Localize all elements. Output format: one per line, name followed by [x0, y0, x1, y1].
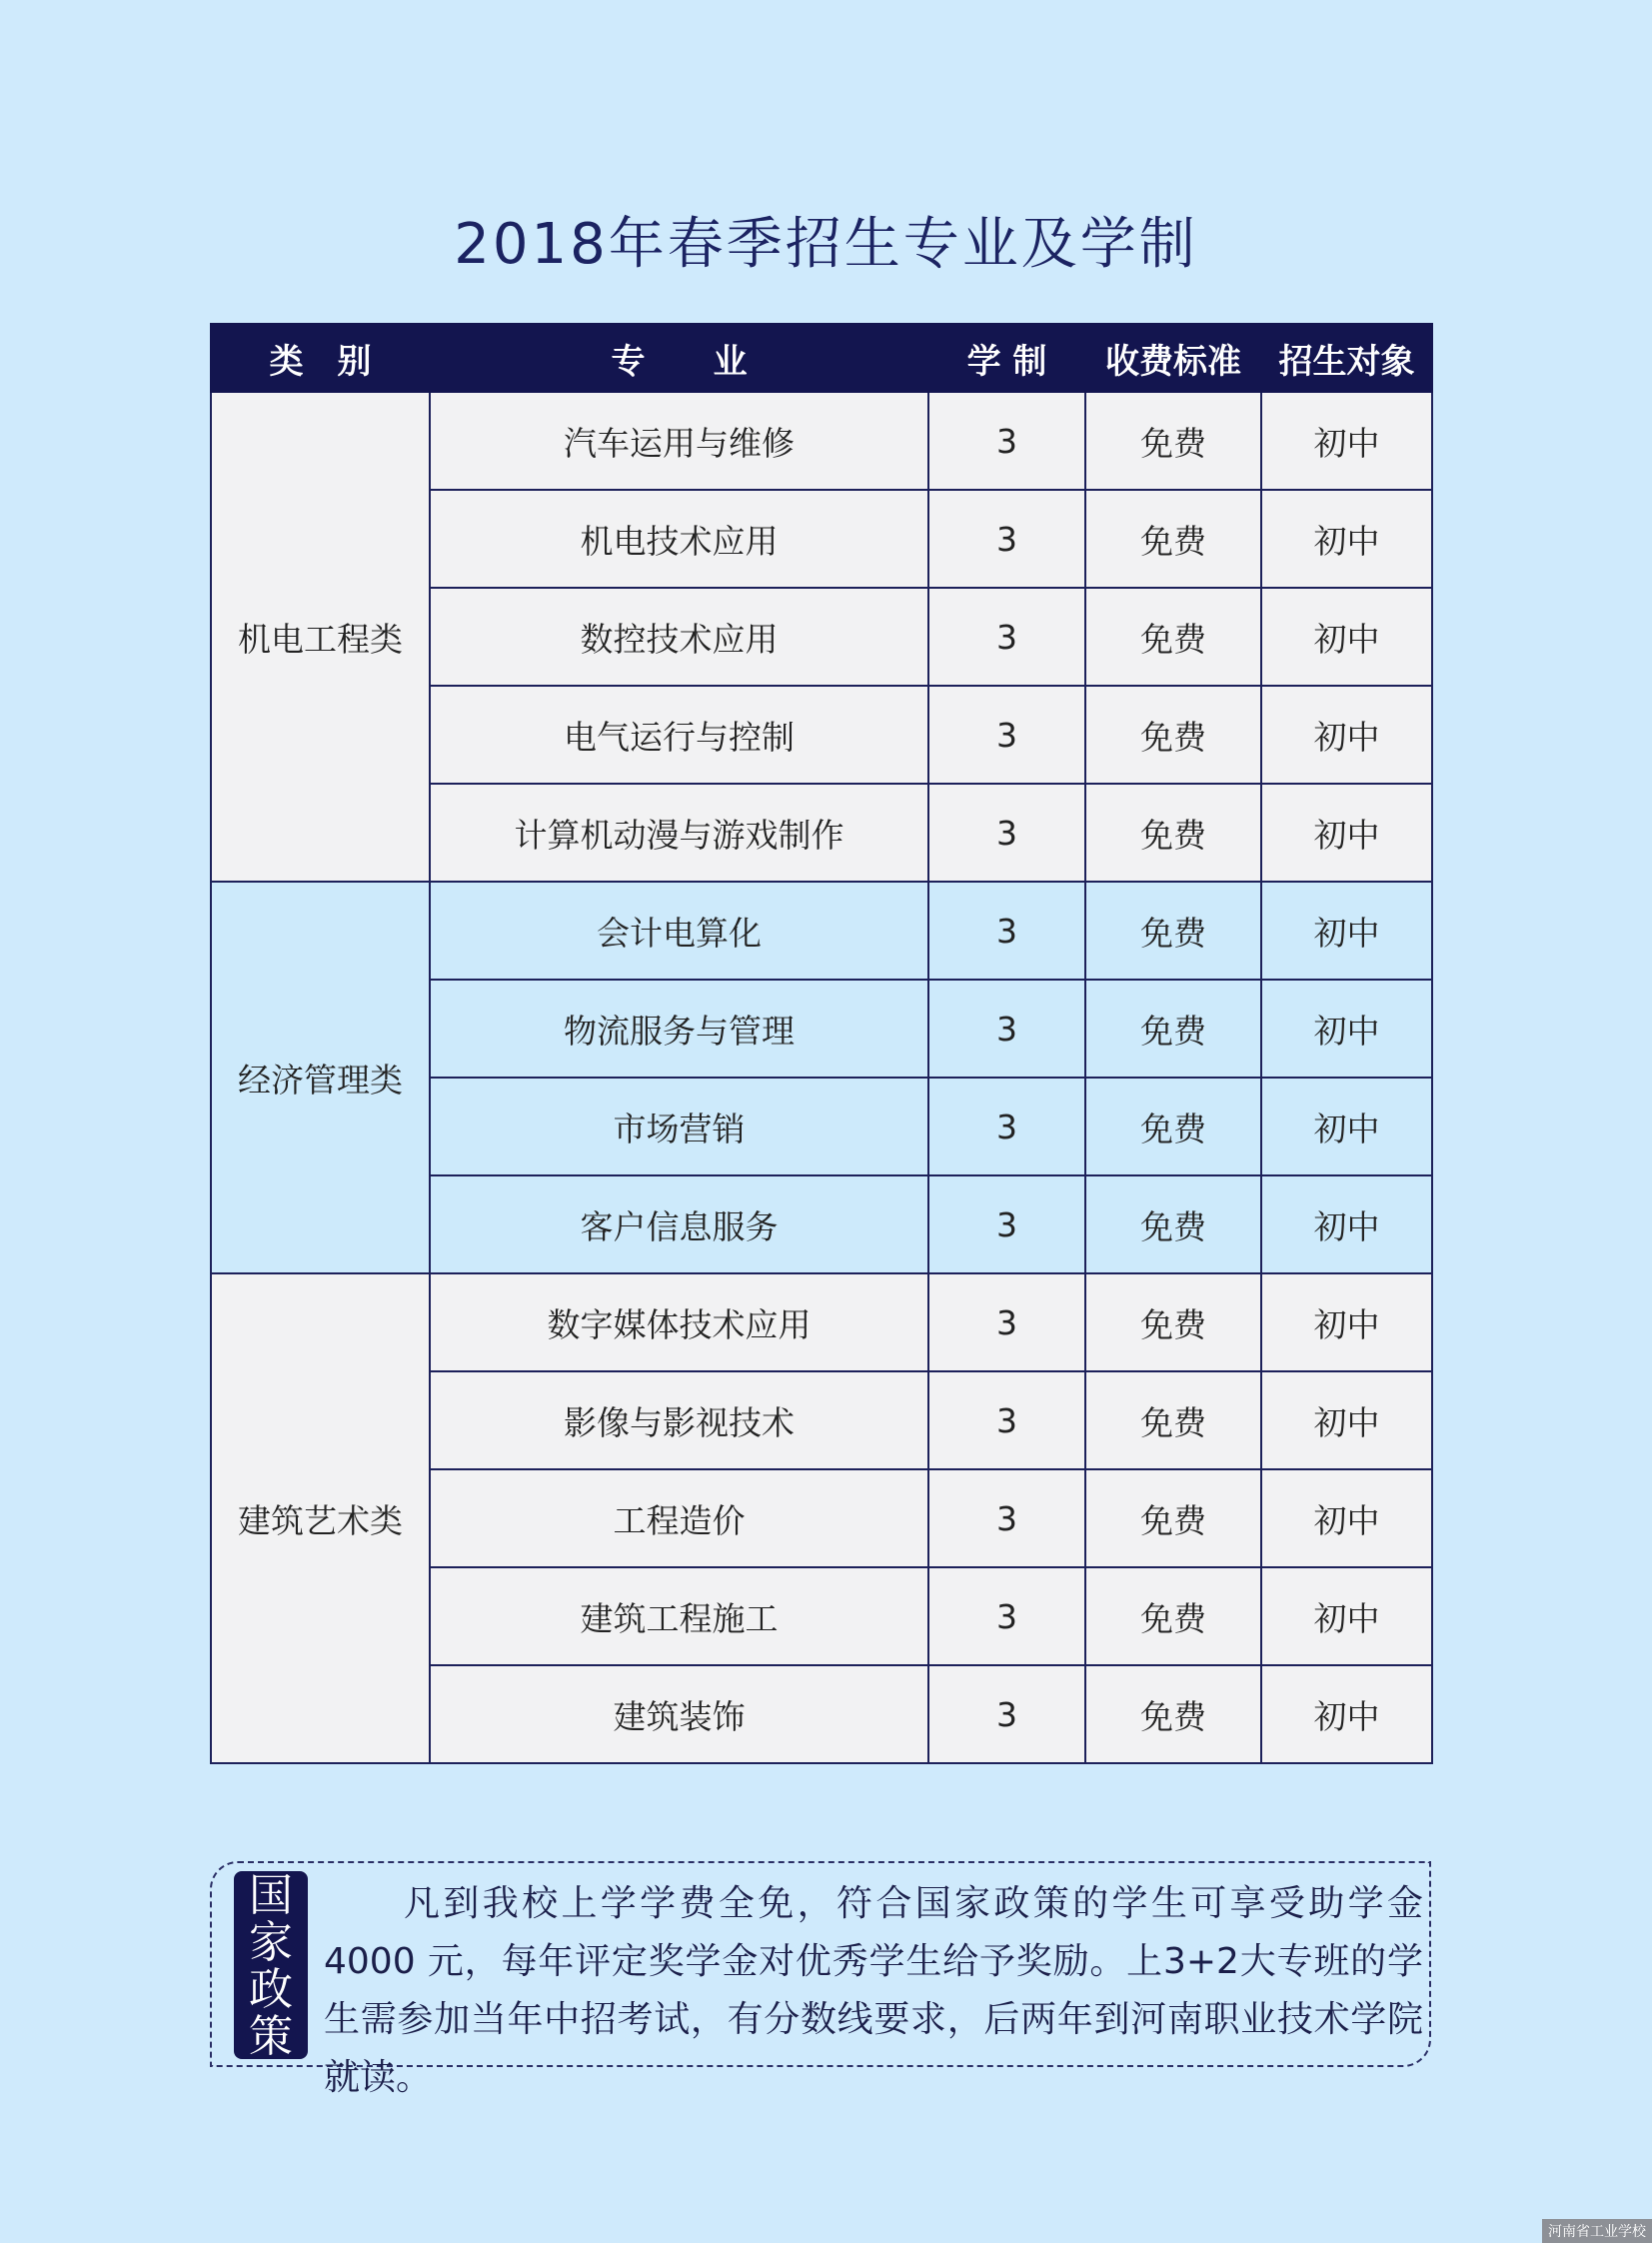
table-row [211, 392, 1432, 490]
header-target: 招生对象 [1261, 324, 1432, 392]
target-cell: 初中 [1261, 1567, 1432, 1665]
major-cell: 会计电算化 [430, 882, 928, 980]
table-row [211, 1273, 1432, 1371]
major-cell: 数控技术应用 [430, 588, 928, 686]
major-cell: 影像与影视技术 [430, 1371, 928, 1469]
header-major: 专 业 [430, 324, 928, 392]
target-cell: 初中 [1261, 882, 1432, 980]
years-cell: 3 [928, 490, 1085, 588]
fee-cell: 免费 [1085, 1273, 1261, 1371]
years-cell: 3 [928, 686, 1085, 784]
target-cell: 初中 [1261, 686, 1432, 784]
category-cell: 机电工程类 [211, 392, 430, 882]
policy-label-char: 政 [249, 1964, 293, 2015]
watermark: 河南省工业学校 [1542, 2219, 1652, 2243]
policy-label [234, 1870, 308, 2062]
policy-label-char: 国 [249, 1870, 293, 1921]
target-cell: 初中 [1261, 980, 1432, 1078]
fee-cell: 免费 [1085, 588, 1261, 686]
major-cell: 建筑装饰 [430, 1665, 928, 1763]
fee-cell: 免费 [1085, 686, 1261, 784]
major-cell: 工程造价 [430, 1469, 928, 1567]
major-cell: 建筑工程施工 [430, 1567, 928, 1665]
page-title: 2018年春季招生专业及学制 [454, 212, 1198, 277]
fee-cell: 免费 [1085, 1567, 1261, 1665]
policy-label-char: 策 [249, 2011, 293, 2062]
years-cell: 3 [928, 392, 1085, 490]
fee-cell: 免费 [1085, 980, 1261, 1078]
table-header-row [211, 324, 1432, 392]
target-cell: 初中 [1261, 1371, 1432, 1469]
target-cell: 初中 [1261, 1175, 1432, 1273]
fee-cell: 免费 [1085, 1469, 1261, 1567]
policy-label-char: 家 [249, 1917, 293, 1968]
years-cell: 3 [928, 784, 1085, 882]
target-cell: 初中 [1261, 1273, 1432, 1371]
years-cell: 3 [928, 882, 1085, 980]
years-cell: 3 [928, 980, 1085, 1078]
enrollment-table [210, 323, 1433, 1764]
years-cell: 3 [928, 1175, 1085, 1273]
major-cell: 电气运行与控制 [430, 686, 928, 784]
target-cell: 初中 [1261, 784, 1432, 882]
major-cell: 客户信息服务 [430, 1175, 928, 1273]
years-cell: 3 [928, 588, 1085, 686]
major-cell: 计算机动漫与游戏制作 [430, 784, 928, 882]
category-cell: 经济管理类 [211, 882, 430, 1273]
years-cell: 3 [928, 1567, 1085, 1665]
years-cell: 3 [928, 1469, 1085, 1567]
header-category: 类 别 [211, 324, 430, 392]
major-cell: 物流服务与管理 [430, 980, 928, 1078]
fee-cell: 免费 [1085, 1371, 1261, 1469]
fee-cell: 免费 [1085, 392, 1261, 490]
fee-cell: 免费 [1085, 1175, 1261, 1273]
major-cell: 汽车运用与维修 [430, 392, 928, 490]
target-cell: 初中 [1261, 588, 1432, 686]
header-fee: 收费标准 [1085, 324, 1261, 392]
fee-cell: 免费 [1085, 490, 1261, 588]
fee-cell: 免费 [1085, 1665, 1261, 1763]
category-cell: 建筑艺术类 [211, 1273, 430, 1763]
target-cell: 初中 [1261, 1078, 1432, 1175]
target-cell: 初中 [1261, 490, 1432, 588]
target-cell: 初中 [1261, 1665, 1432, 1763]
major-cell: 机电技术应用 [430, 490, 928, 588]
fee-cell: 免费 [1085, 1078, 1261, 1175]
header-years: 学 制 [928, 324, 1085, 392]
years-cell: 3 [928, 1273, 1085, 1371]
target-cell: 初中 [1261, 392, 1432, 490]
years-cell: 3 [928, 1078, 1085, 1175]
major-cell: 市场营销 [430, 1078, 928, 1175]
fee-cell: 免费 [1085, 882, 1261, 980]
policy-box [210, 1861, 1431, 2098]
policy-text: 凡到我校上学学费全免，符合国家政策的学生可享受助学金 4000 元，每年评定奖学金对优秀学生给予奖励。上3+2大专班的学生需参加当年中招考试，有分数线要求，后两年到河南职业技术学院就读。 [324, 1883, 1423, 2098]
years-cell: 3 [928, 1665, 1085, 1763]
years-cell: 3 [928, 1371, 1085, 1469]
table-row [211, 882, 1432, 980]
fee-cell: 免费 [1085, 784, 1261, 882]
major-cell: 数字媒体技术应用 [430, 1273, 928, 1371]
target-cell: 初中 [1261, 1469, 1432, 1567]
